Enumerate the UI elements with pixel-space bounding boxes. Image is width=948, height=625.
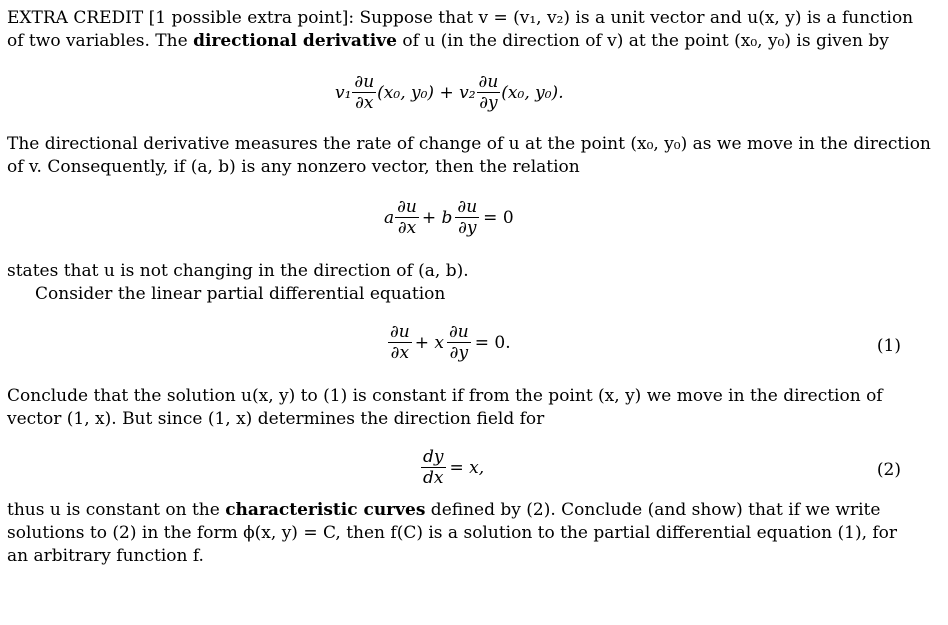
thus-line-3: an arbitrary function f. (7, 546, 204, 566)
eq-rel-frac2 (455, 197, 479, 238)
thus-line-1-post: defined by (2). Conclude (and show) that if we write (425, 500, 881, 520)
eq-rel-frac1 (395, 197, 419, 238)
eq-dirder-arg1: (x₀, y₀) + v₂ (377, 82, 476, 103)
consider-line: Consider the linear partial differential equation (35, 284, 446, 304)
eq-dirder-arg2: (x₀, y₀). (501, 82, 564, 103)
conclude-line-1: Conclude that the solution u(x, y) to (1) is constant if from the point (x, y) we move in the direction of (7, 386, 883, 406)
eq-rel-den1: ∂x (395, 217, 419, 238)
eq-dirder-num1: ∂u (354, 72, 375, 92)
eq-dirder-frac1 (352, 72, 376, 113)
eq-rel-mid: + b (421, 207, 453, 228)
thus-line-1-pre: thus u is constant on the (7, 500, 226, 520)
intro-line-2-post: of u (in the direction of v) at the point (x₀, y₀) is given by (396, 31, 889, 51)
equation-relation (384, 197, 514, 238)
intro-line-2-pre: of two variables. The (7, 31, 194, 51)
eq-ode-num: dy (423, 447, 444, 467)
eq-rel-coef1: a (384, 207, 395, 228)
meaning-line-1: The directional derivative measures the rate of change of u at the point (x₀, y₀) as we move in the direction (7, 134, 931, 154)
eq-rel-num1: ∂u (397, 197, 417, 217)
thus-line-1 (7, 499, 902, 522)
conclude-paragraph (7, 385, 902, 431)
eq-pde-num2: ∂u (449, 322, 469, 342)
eq-rel-den2: ∂y (455, 217, 479, 238)
equation-number-2: (2) (876, 460, 901, 480)
eq-dirder-den2: ∂y (477, 92, 501, 113)
meaning-line-2: of v. Consequently, if (a, b) is any nonzero vector, then the relation (7, 157, 580, 177)
eq-pde-mid: + x (414, 332, 444, 353)
term-directional-derivative: directional derivative (193, 31, 397, 51)
eq-pde-den1: ∂x (388, 342, 412, 363)
term-characteristic-curves: characteristic curves (225, 500, 426, 520)
eq-dirder-den1: ∂x (352, 92, 376, 113)
eq-pde-den2: ∂y (447, 342, 471, 363)
eq-pde-num1: ∂u (390, 322, 410, 342)
equation-ode (420, 447, 484, 488)
intro-line-1: EXTRA CREDIT [1 possible extra point]: Suppose that v = (v₁, v₂) is a unit vector and u(x, y) is a function (7, 8, 914, 28)
eq-ode-rhs: = x, (449, 457, 485, 478)
meaning-paragraph (7, 133, 931, 179)
eq-ode-frac (421, 447, 446, 488)
eq-dirder-num2: ∂u (478, 72, 499, 92)
eq-pde-frac2 (447, 322, 471, 363)
eq-dirder-coef1: v₁ (335, 82, 352, 103)
eq-ode-den: dx (421, 467, 446, 488)
eq-rel-rhs: = 0 (483, 207, 514, 228)
equation-number-1: (1) (876, 336, 901, 356)
eq-pde-rhs: = 0. (474, 332, 511, 353)
eq-dirder-frac2 (477, 72, 501, 113)
thus-line-2: solutions to (2) in the form ϕ(x, y) = C, then f(C) is a solution to the partial differential equation (1), for (7, 523, 898, 543)
equation-pde (387, 322, 511, 363)
thus-paragraph (7, 499, 902, 568)
states-paragraph (7, 260, 902, 283)
intro-line-2 (7, 30, 902, 53)
conclude-line-2: vector (1, x). But since (1, x) determines the direction field for (7, 409, 545, 429)
states-line: states that u is not changing in the direction of (a, b). (7, 261, 469, 281)
intro-paragraph (7, 7, 914, 53)
eq-pde-frac1 (388, 322, 412, 363)
equation-directional-derivative (335, 72, 564, 113)
consider-paragraph (7, 283, 902, 306)
eq-rel-num2: ∂u (457, 197, 478, 217)
